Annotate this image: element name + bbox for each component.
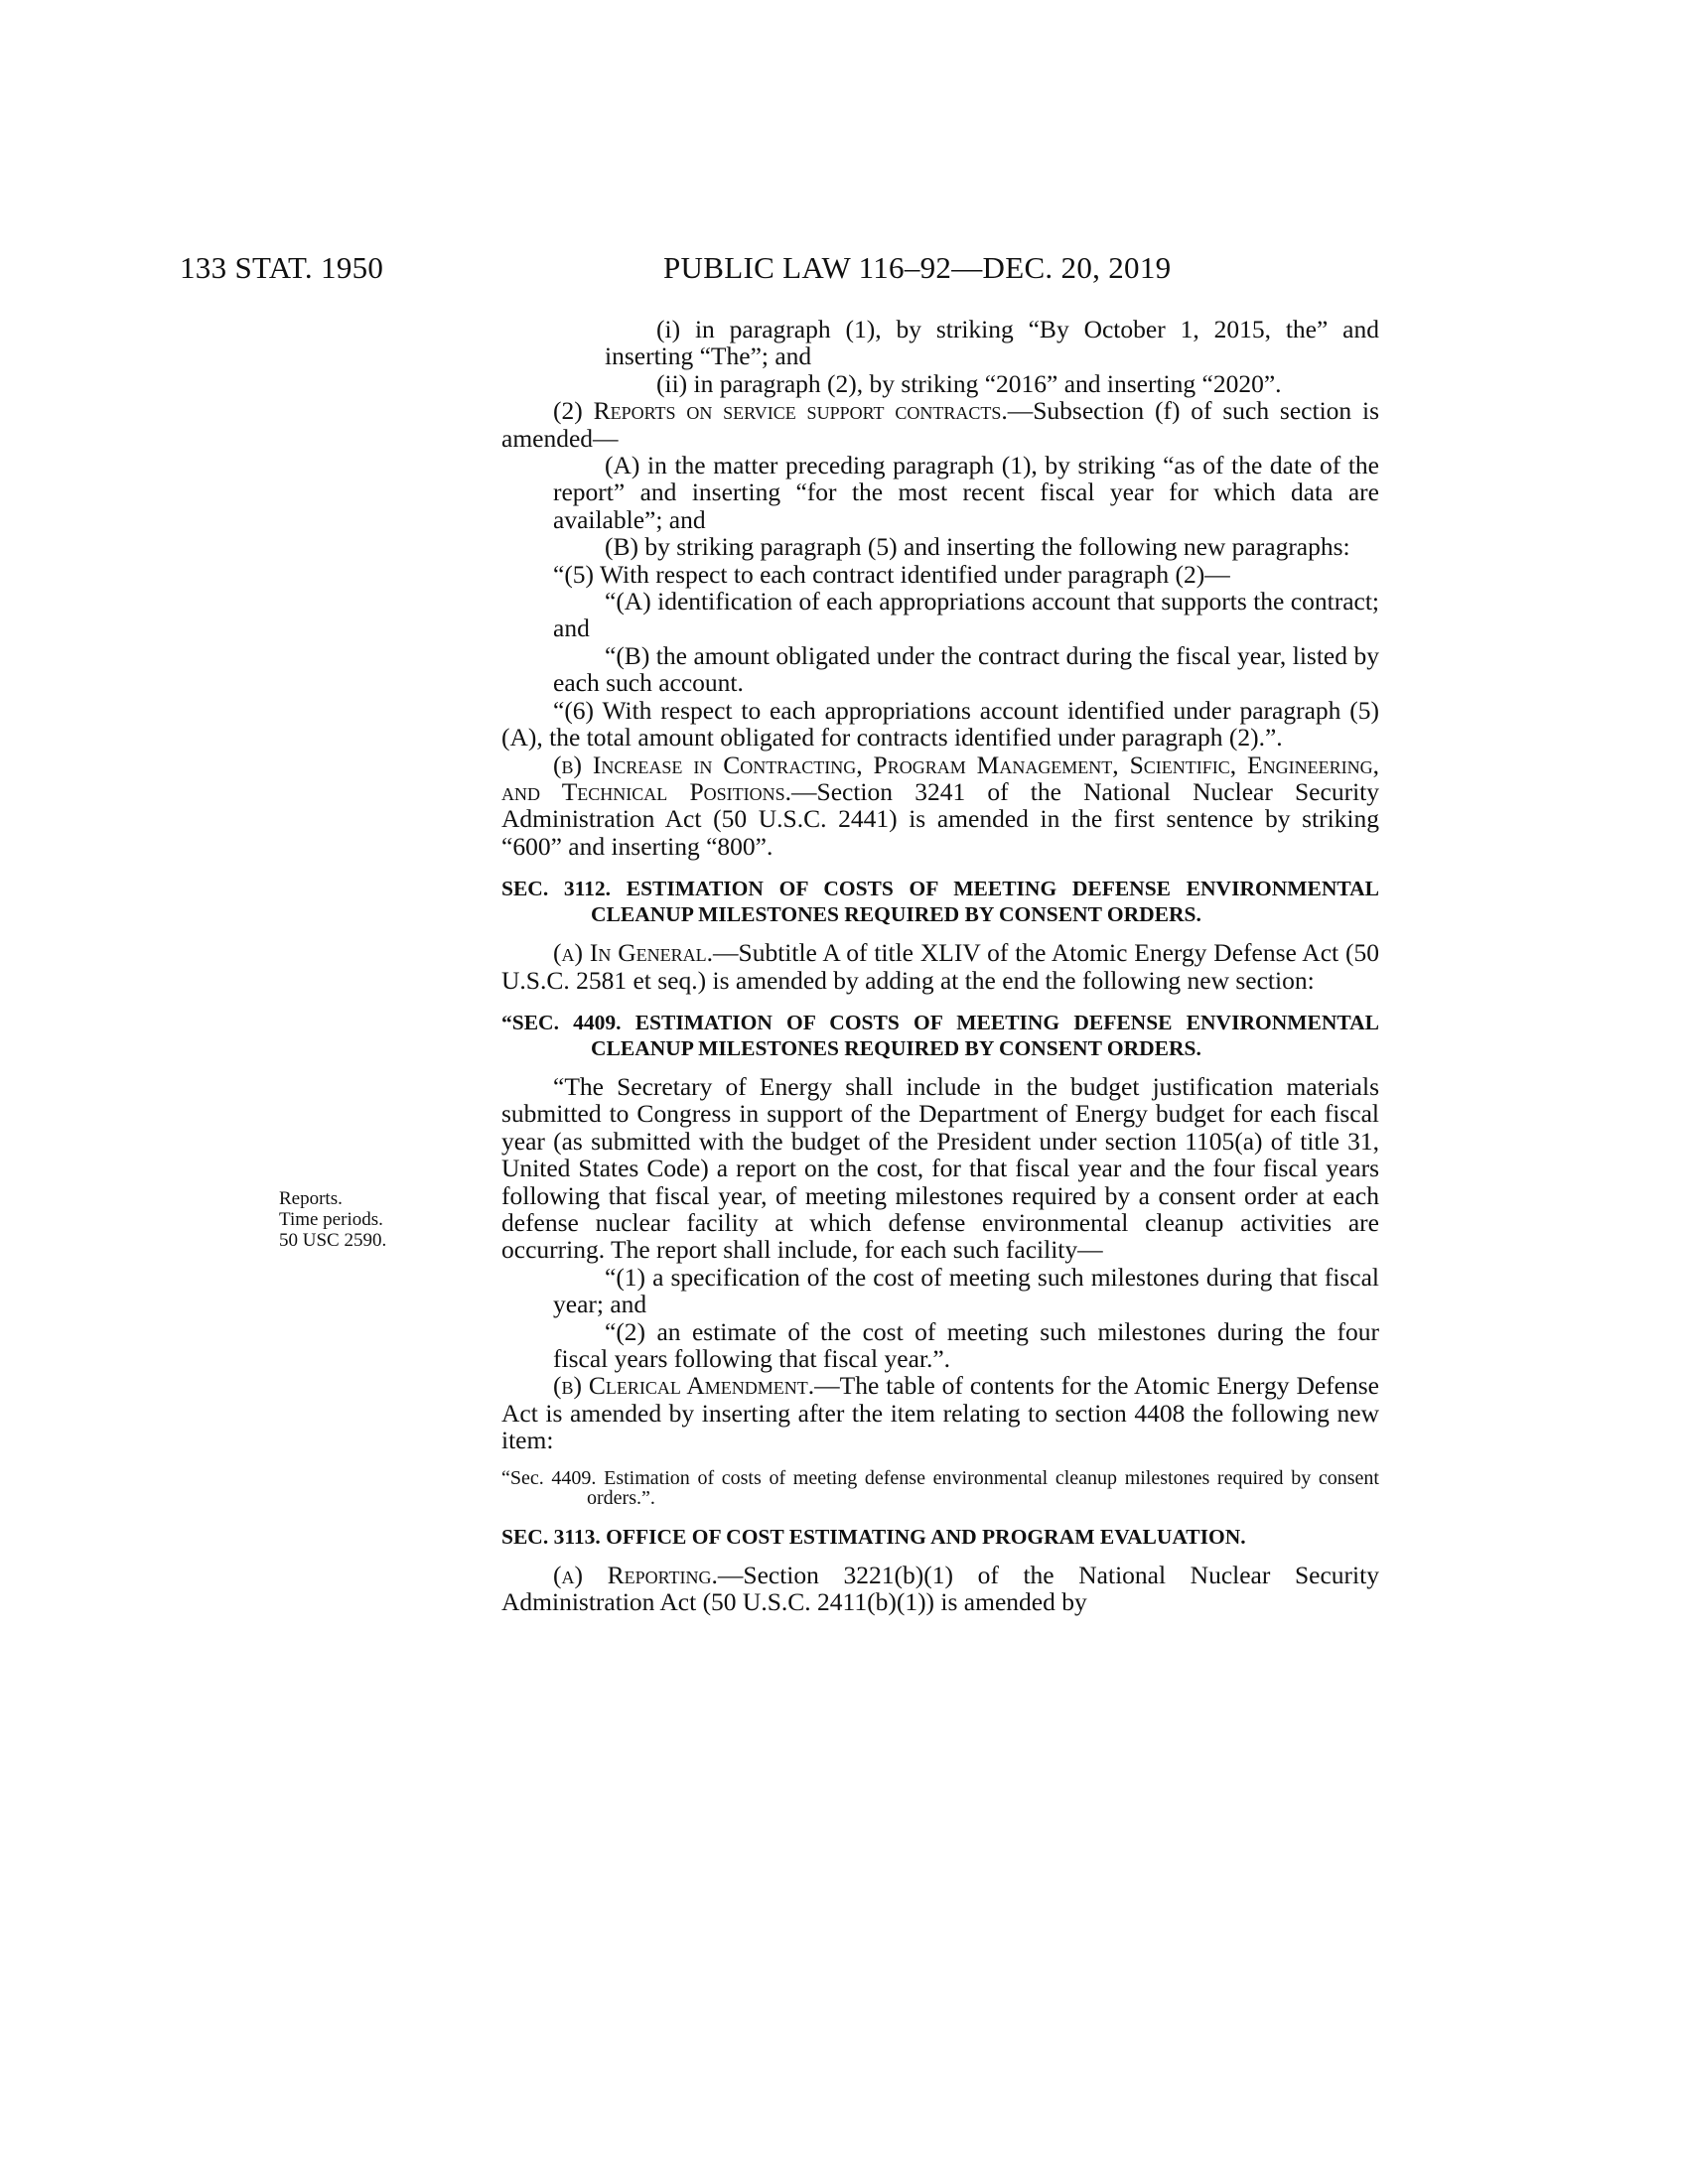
subsection-b-heading: (b) Increase in Contracting, Program Management, Scientific, Engineering, and Technical Positions. <box>501 750 1379 806</box>
clerical-amendment-text: —The table of contents for the Atomic Energy Defense Act is amended by inserting after the item relating to section 4408 the following new item: <box>501 1371 1379 1455</box>
body-column <box>501 316 1379 1615</box>
reporting-subsection <box>501 1562 1379 1616</box>
reporting-text: —Section 3221(b)(1) of the National Nuclear Security Administration Act (50 U.S.C. 2411(b)(1)) is amended by <box>501 1560 1379 1617</box>
quoted-paragraph-5: “(5) With respect to each contract identified under paragraph (2)— <box>553 559 1230 589</box>
page-header <box>0 250 1688 290</box>
quoted-paragraph-B: “(B) the amount obligated under the contract during the fiscal year, listed by each such account. <box>553 640 1379 698</box>
quoted-item-2: “(2) an estimate of the cost of meeting such milestones during the four fiscal years following that fiscal year.”. <box>553 1316 1379 1373</box>
section-4409-heading: “SEC. 4409. ESTIMATION OF COSTS OF MEETING DEFENSE ENVIRONMENTAL CLEANUP MILESTONES REQUIRED BY CONSENT ORDERS. <box>501 1010 1379 1060</box>
reporting-heading: (a) Reporting. <box>553 1560 718 1589</box>
margin-note-reports: Reports. <box>279 1188 343 1209</box>
subsection-b-text: —Section 3241 of the National Nuclear Security Administration Act (50 U.S.C. 2441) is amended in the first sentence by striking “600” and inserting “800”. <box>501 776 1379 861</box>
paragraph-2 <box>501 397 1379 452</box>
section-3112-heading: SEC. 3112. ESTIMATION OF COSTS OF MEETING DEFENSE ENVIRONMENTAL CLEANUP MILESTONES REQUIRED BY CONSENT ORDERS. <box>501 877 1379 927</box>
running-head: PUBLIC LAW 116–92—DEC. 20, 2019 <box>663 250 1172 285</box>
stat-page-number: 133 STAT. 1950 <box>180 250 384 285</box>
paragraph-A: (A) in the matter preceding paragraph (1), by striking “as of the date of the report” and inserting “for the most recent fiscal year for which data are available”; and <box>553 451 1379 534</box>
subsection-a-heading: (a) In General. <box>553 938 714 968</box>
section-3113-heading: SEC. 3113. OFFICE OF COST ESTIMATING AND PROGRAM EVALUATION. <box>501 1524 1246 1549</box>
section-4409-text: “The Secretary of Energy shall include in the budget justification materials submitted to Congress in support of the Department of Energy budget for each fiscal year (as submitted with the budget of the President under section 1105(a) of title 31, United States Code) a report on the cost, for that fiscal year and the four fiscal years following that fiscal year, of meeting milestones required by a consent order at each defense nuclear facility at which defense environmental cleanup activities are occurring. The report shall include, for each such facility— <box>501 1071 1379 1265</box>
quoted-paragraph-6: “(6) With respect to each appropriations account identified under paragraph (5)(A), the total amount obligated for contracts identified under paragraph (2).”. <box>501 695 1379 752</box>
subsection-b <box>501 751 1379 861</box>
paragraph-ii: (ii) in paragraph (2), by striking “2016” and inserting “2020”. <box>656 368 1282 398</box>
margin-notes <box>279 1188 458 1251</box>
toc-item: “Sec. 4409. Estimation of costs of meeting defense environmental cleanup milestones required by consent orders.”. <box>501 1466 1379 1509</box>
margin-note-time-periods: Time periods. <box>279 1209 383 1230</box>
paragraph-i: (i) in paragraph (1), by striking “By October 1, 2015, the” and inserting “The”; and <box>605 315 1379 371</box>
paragraph-2-heading: (2) Reports on service support contracts. <box>553 396 1008 426</box>
subsection-a-text: —Subtitle A of title XLIV of the Atomic Energy Defense Act (50 U.S.C. 2581 et seq.) is amended by adding at the end the following new section: <box>501 938 1379 995</box>
subsection-a <box>501 939 1379 994</box>
clerical-amendment-heading: (b) Clerical Amendment. <box>553 1371 815 1401</box>
paragraph-B: (B) by striking paragraph (5) and inserting the following new paragraphs: <box>605 532 1350 562</box>
margin-note-usc-citation: 50 USC 2590. <box>279 1230 387 1251</box>
clerical-amendment <box>501 1372 1379 1453</box>
paragraph-2-text: —Subsection (f) of such section is amended— <box>501 396 1379 453</box>
quoted-paragraph-A: “(A) identification of each appropriations account that supports the contract; and <box>553 587 1379 643</box>
quoted-item-1: “(1) a specification of the cost of meeting such milestones during that fiscal year; and <box>553 1262 1379 1319</box>
